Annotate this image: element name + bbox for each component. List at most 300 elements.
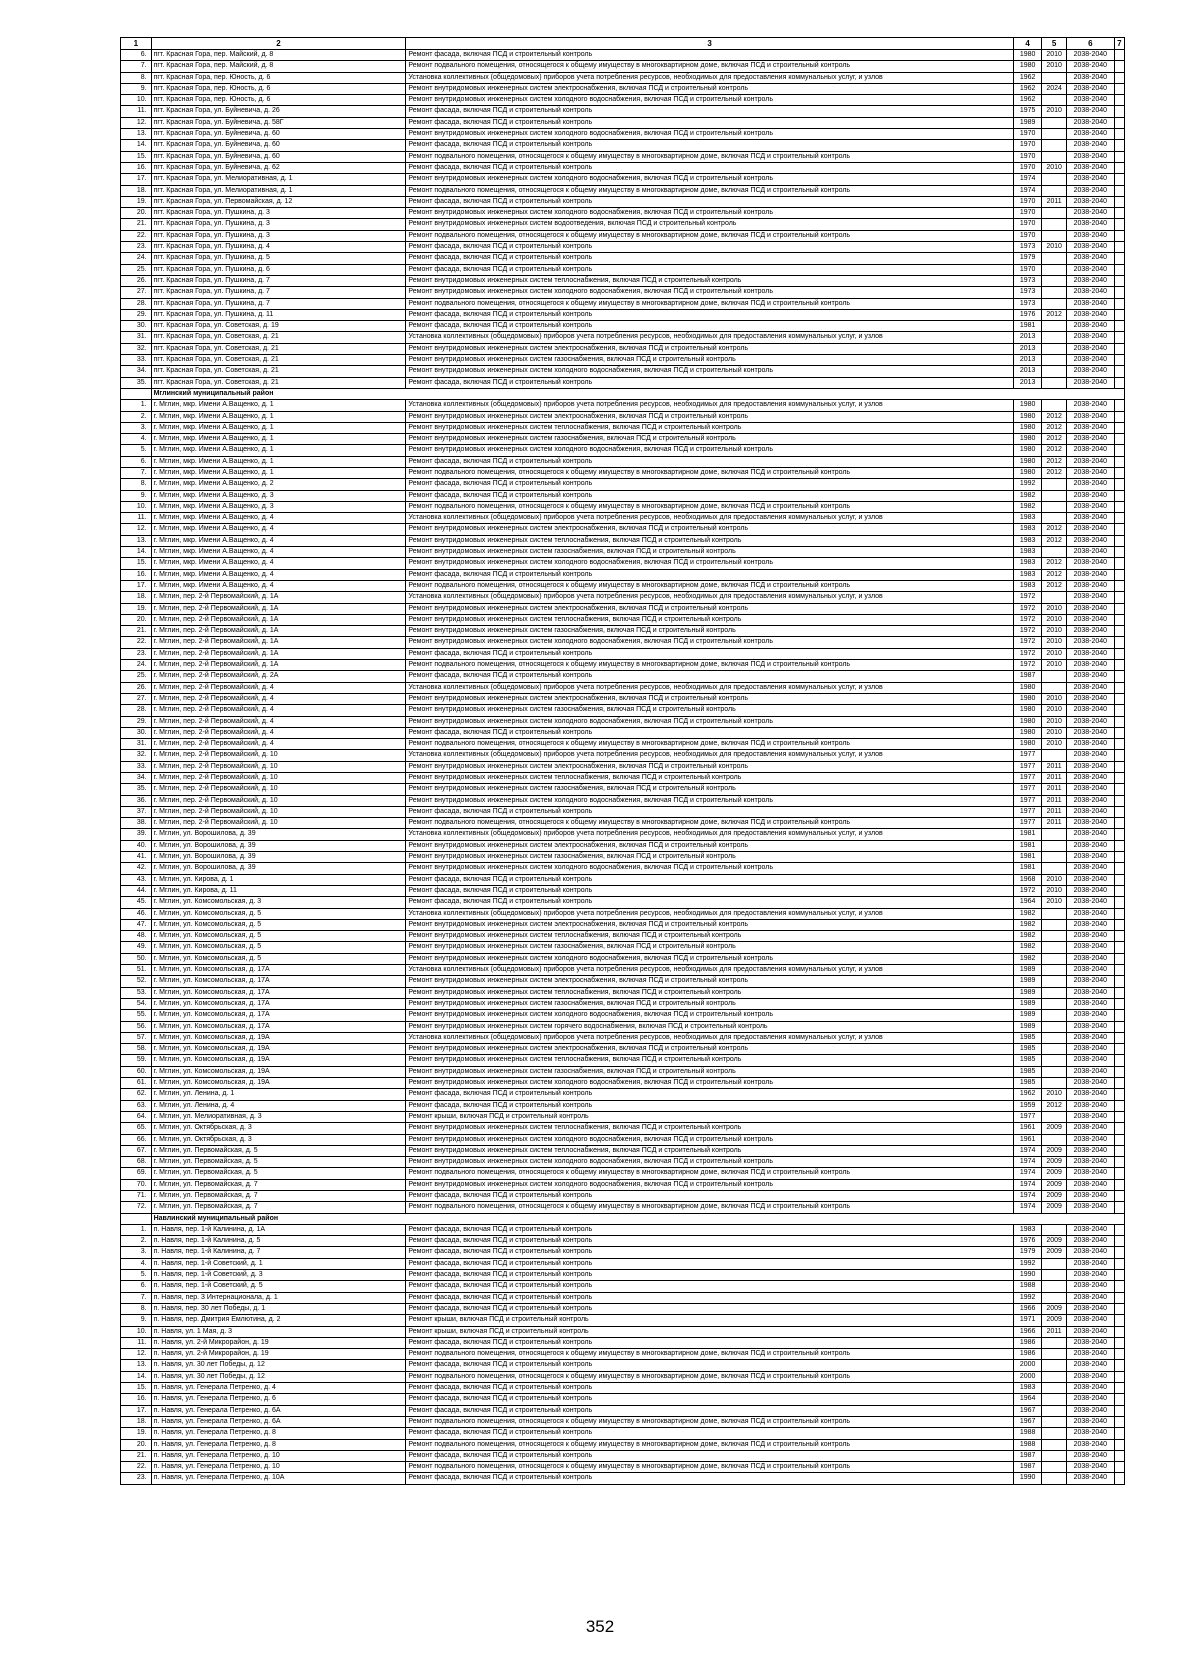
- address-cell: пгт. Красная Гора, ул. Первомайская, д. 12: [151, 196, 406, 207]
- work-type-cell: Ремонт фасада, включая ПСД и строительный контроль: [406, 1450, 1013, 1461]
- note-cell: [1114, 626, 1124, 637]
- address-cell: г. Мглин, пер. 2-й Первомайский, д. 4: [151, 739, 406, 750]
- year-built-cell: 1973: [1013, 242, 1042, 253]
- planned-period-cell: 2038-2040: [1066, 343, 1114, 354]
- year-last-repair-cell: [1042, 129, 1066, 140]
- work-type-cell: Ремонт внутридомовых инженерных систем электроснабжения, включая ПСД и строительный контроль: [406, 603, 1013, 614]
- address-cell: п. Навля, ул. Генерала Петренко, д. 6: [151, 1394, 406, 1405]
- planned-period-cell: 2038-2040: [1066, 1281, 1114, 1292]
- row-number-cell: 37.: [121, 806, 152, 817]
- row-number-cell: 21.: [121, 219, 152, 230]
- work-type-cell: Ремонт внутридомовых инженерных систем электроснабжения, включая ПСД и строительный контроль: [406, 83, 1013, 94]
- year-built-cell: 1976: [1013, 1236, 1042, 1247]
- year-built-cell: 2013: [1013, 377, 1042, 388]
- address-cell: пгт. Красная Гора, ул. Советская, д. 21: [151, 343, 406, 354]
- work-type-cell: Ремонт фасада, включая ПСД и строительный контроль: [406, 569, 1013, 580]
- row-number-cell: 12.: [121, 1349, 152, 1360]
- table-row: [121, 953, 1125, 964]
- planned-period-cell: 2038-2040: [1066, 637, 1114, 648]
- note-cell: [1114, 106, 1124, 117]
- note-cell: [1114, 1179, 1124, 1190]
- address-cell: г. Мглин, пер. 2-й Первомайский, д. 10: [151, 818, 406, 829]
- row-number-cell: 28.: [121, 298, 152, 309]
- work-type-cell: Ремонт фасада, включая ПСД и строительный контроль: [406, 1100, 1013, 1111]
- row-number-cell: 10.: [121, 1326, 152, 1337]
- planned-period-cell: 2038-2040: [1066, 897, 1114, 908]
- note-cell: [1114, 1439, 1124, 1450]
- note-cell: [1114, 1428, 1124, 1439]
- note-cell: [1114, 253, 1124, 264]
- year-built-cell: 1982: [1013, 501, 1042, 512]
- table-row: [121, 1100, 1125, 1111]
- year-built-cell: 1979: [1013, 253, 1042, 264]
- planned-period-cell: 2038-2040: [1066, 750, 1114, 761]
- year-built-cell: 1989: [1013, 1010, 1042, 1021]
- row-number-cell: 33.: [121, 355, 152, 366]
- row-number-cell: 24.: [121, 660, 152, 671]
- year-last-repair-cell: 2010: [1042, 626, 1066, 637]
- year-built-cell: 1982: [1013, 919, 1042, 930]
- table-row: [121, 72, 1125, 83]
- address-cell: г. Мглин, пер. 2-й Первомайский, д. 10: [151, 750, 406, 761]
- year-last-repair-cell: 2009: [1042, 1157, 1066, 1168]
- table-row: [121, 513, 1125, 524]
- row-number-cell: 49.: [121, 942, 152, 953]
- row-number-cell: 42.: [121, 863, 152, 874]
- year-last-repair-cell: 2012: [1042, 467, 1066, 478]
- table-row: [121, 705, 1125, 716]
- year-last-repair-cell: 2012: [1042, 422, 1066, 433]
- year-built-cell: 1977: [1013, 818, 1042, 829]
- year-built-cell: 1989: [1013, 998, 1042, 1009]
- planned-period-cell: 2038-2040: [1066, 1337, 1114, 1348]
- page-number: 352: [585, 1617, 615, 1636]
- work-type-cell: Установка коллективных (общедомовых) приборов учета потребления ресурсов, необходимых для предоставления коммунальных услуг, и узлов: [406, 72, 1013, 83]
- address-cell: п. Навля, пер. 1-й Калинина, д. 5: [151, 1236, 406, 1247]
- planned-period-cell: 2038-2040: [1066, 230, 1114, 241]
- table-row: [121, 456, 1125, 467]
- note-cell: [1114, 863, 1124, 874]
- planned-period-cell: 2038-2040: [1066, 1416, 1114, 1427]
- year-last-repair-cell: 2011: [1042, 773, 1066, 784]
- planned-period-cell: 2038-2040: [1066, 1044, 1114, 1055]
- address-cell: г. Мглин, ул. Комсомольская, д. 19А: [151, 1055, 406, 1066]
- year-built-cell: 1980: [1013, 61, 1042, 72]
- year-last-repair-cell: [1042, 117, 1066, 128]
- table-row: [121, 569, 1125, 580]
- year-last-repair-cell: 2010: [1042, 648, 1066, 659]
- note-cell: [1114, 773, 1124, 784]
- work-type-cell: Ремонт внутридомовых инженерных систем теплоснабжения, включая ПСД и строительный контроль: [406, 931, 1013, 942]
- table-row: [121, 852, 1125, 863]
- table-row: [121, 1089, 1125, 1100]
- address-cell: пгт. Красная Гора, ул. Буйневича, д. 60: [151, 140, 406, 151]
- note-cell: [1114, 140, 1124, 151]
- planned-period-cell: 2038-2040: [1066, 1100, 1114, 1111]
- year-built-cell: 1972: [1013, 614, 1042, 625]
- work-type-cell: Ремонт фасада, включая ПСД и строительный контроль: [406, 1394, 1013, 1405]
- col-header-3: 3: [406, 38, 1013, 50]
- year-built-cell: 1980: [1013, 411, 1042, 422]
- address-cell: п. Навля, ул. Генерала Петренко, д. 10А: [151, 1473, 406, 1484]
- year-built-cell: 1976: [1013, 309, 1042, 320]
- work-type-cell: Ремонт внутридомовых инженерных систем холодного водоснабжения, включая ПСД и строительный контроль: [406, 637, 1013, 648]
- row-number-cell: 29.: [121, 309, 152, 320]
- table-row: [121, 1405, 1125, 1416]
- planned-period-cell: 2038-2040: [1066, 1190, 1114, 1201]
- note-cell: [1114, 343, 1124, 354]
- planned-period-cell: 2038-2040: [1066, 422, 1114, 433]
- year-built-cell: 1959: [1013, 1100, 1042, 1111]
- planned-period-cell: 2038-2040: [1066, 976, 1114, 987]
- year-built-cell: 1986: [1013, 1349, 1042, 1360]
- table-row: [121, 1292, 1125, 1303]
- planned-period-cell: 2038-2040: [1066, 264, 1114, 275]
- year-last-repair-cell: [1042, 1371, 1066, 1382]
- year-built-cell: 1972: [1013, 648, 1042, 659]
- work-type-cell: Ремонт внутридомовых инженерных систем электроснабжения, включая ПСД и строительный контроль: [406, 761, 1013, 772]
- year-built-cell: 1966: [1013, 1303, 1042, 1314]
- table-row: [121, 784, 1125, 795]
- year-built-cell: 1979: [1013, 1247, 1042, 1258]
- work-type-cell: Ремонт подвального помещения, относящегося к общему имуществу в многоквартирном доме, включая ПСД и строительный контроль: [406, 580, 1013, 591]
- address-cell: г. Мглин, мкр. Имени А.Ващенко, д. 1: [151, 467, 406, 478]
- note-cell: [1114, 818, 1124, 829]
- note-cell: [1114, 976, 1124, 987]
- address-cell: пгт. Красная Гора, ул. Пушкина, д. 3: [151, 230, 406, 241]
- table-row: [121, 50, 1125, 61]
- year-built-cell: 1992: [1013, 1258, 1042, 1269]
- address-cell: г. Мглин, ул. Ленина, д. 4: [151, 1100, 406, 1111]
- year-built-cell: 1987: [1013, 1450, 1042, 1461]
- address-cell: пгт. Красная Гора, ул. Советская, д. 21: [151, 355, 406, 366]
- year-last-repair-cell: 2024: [1042, 83, 1066, 94]
- year-built-cell: 1982: [1013, 908, 1042, 919]
- work-type-cell: Ремонт внутридомовых инженерных систем газоснабжения, включая ПСД и строительный контроль: [406, 705, 1013, 716]
- note-cell: [1114, 1258, 1124, 1269]
- note-cell: [1114, 795, 1124, 806]
- address-cell: г. Мглин, мкр. Имени А.Ващенко, д. 1: [151, 434, 406, 445]
- note-cell: [1114, 1303, 1124, 1314]
- address-cell: г. Мглин, пер. 2-й Первомайский, д. 10: [151, 784, 406, 795]
- year-built-cell: 1988: [1013, 1428, 1042, 1439]
- year-last-repair-cell: [1042, 1473, 1066, 1484]
- row-number-cell: 41.: [121, 852, 152, 863]
- address-cell: г. Мглин, ул. Комсомольская, д. 17А: [151, 1021, 406, 1032]
- year-built-cell: 1964: [1013, 897, 1042, 908]
- address-cell: пгт. Красная Гора, ул. Буйневича, д. 60: [151, 129, 406, 140]
- planned-period-cell: 2038-2040: [1066, 784, 1114, 795]
- work-type-cell: Ремонт внутридомовых инженерных систем холодного водоснабжения, включая ПСД и строительный контроль: [406, 953, 1013, 964]
- work-type-cell: Ремонт фасада, включая ПСД и строительный контроль: [406, 1360, 1013, 1371]
- year-built-cell: 1975: [1013, 106, 1042, 117]
- work-type-cell: Ремонт внутридомовых инженерных систем теплоснабжения, включая ПСД и строительный контроль: [406, 535, 1013, 546]
- planned-period-cell: 2038-2040: [1066, 1303, 1114, 1314]
- row-number-cell: 12.: [121, 524, 152, 535]
- row-number-cell: 67.: [121, 1145, 152, 1156]
- year-last-repair-cell: [1042, 230, 1066, 241]
- year-last-repair-cell: [1042, 174, 1066, 185]
- row-number-cell: 54.: [121, 998, 152, 1009]
- row-number-cell: 1.: [121, 1224, 152, 1235]
- table-row: [121, 129, 1125, 140]
- work-type-cell: Ремонт фасада, включая ПСД и строительный контроль: [406, 897, 1013, 908]
- table-row: [121, 1315, 1125, 1326]
- year-last-repair-cell: [1042, 355, 1066, 366]
- address-cell: п. Навля, ул. Генерала Петренко, д. 8: [151, 1428, 406, 1439]
- work-type-cell: Установка коллективных (общедомовых) приборов учета потребления ресурсов, необходимых для предоставления коммунальных услуг, и узлов: [406, 513, 1013, 524]
- note-cell: [1114, 117, 1124, 128]
- year-last-repair-cell: 2010: [1042, 1089, 1066, 1100]
- row-number-cell: 38.: [121, 818, 152, 829]
- year-built-cell: 1980: [1013, 50, 1042, 61]
- table-row: [121, 1247, 1125, 1258]
- year-built-cell: 2013: [1013, 366, 1042, 377]
- note-cell: [1114, 1044, 1124, 1055]
- address-cell: г. Мглин, пер. 2-й Первомайский, д. 1А: [151, 660, 406, 671]
- work-type-cell: Ремонт фасада, включая ПСД и строительный контроль: [406, 309, 1013, 320]
- row-number-cell: 13.: [121, 129, 152, 140]
- row-number-cell: 27.: [121, 693, 152, 704]
- year-built-cell: 1982: [1013, 490, 1042, 501]
- year-last-repair-cell: 2012: [1042, 569, 1066, 580]
- note-cell: [1114, 355, 1124, 366]
- address-cell: г. Мглин, ул. Кирова, д. 1: [151, 874, 406, 885]
- row-number-cell: 63.: [121, 1100, 152, 1111]
- work-type-cell: Ремонт внутридомовых инженерных систем электроснабжения, включая ПСД и строительный контроль: [406, 919, 1013, 930]
- work-type-cell: Установка коллективных (общедомовых) приборов учета потребления ресурсов, необходимых для предоставления коммунальных услуг, и узлов: [406, 750, 1013, 761]
- planned-period-cell: 2038-2040: [1066, 1473, 1114, 1484]
- work-type-cell: Ремонт внутридомовых инженерных систем электроснабжения, включая ПСД и строительный контроль: [406, 524, 1013, 535]
- row-number-cell: 62.: [121, 1089, 152, 1100]
- year-last-repair-cell: [1042, 264, 1066, 275]
- row-number-cell: 57.: [121, 1032, 152, 1043]
- table-row: [121, 151, 1125, 162]
- year-last-repair-cell: [1042, 1258, 1066, 1269]
- planned-period-cell: 2038-2040: [1066, 355, 1114, 366]
- address-cell: п. Навля, пер. 1-й Калинина, д. 1А: [151, 1224, 406, 1235]
- planned-period-cell: 2038-2040: [1066, 1032, 1114, 1043]
- note-cell: [1114, 490, 1124, 501]
- note-cell: [1114, 1383, 1124, 1394]
- table-row: [121, 377, 1125, 388]
- address-cell: г. Мглин, мкр. Имени А.Ващенко, д. 4: [151, 547, 406, 558]
- year-last-repair-cell: [1042, 942, 1066, 953]
- row-number-cell: 59.: [121, 1055, 152, 1066]
- address-cell: пгт. Красная Гора, ул. Пушкина, д. 6: [151, 264, 406, 275]
- planned-period-cell: 2038-2040: [1066, 321, 1114, 332]
- address-cell: п. Навля, ул. Генерала Петренко, д. 10: [151, 1462, 406, 1473]
- row-number-cell: 61.: [121, 1078, 152, 1089]
- year-last-repair-cell: [1042, 185, 1066, 196]
- row-number-cell: 7.: [121, 1292, 152, 1303]
- note-cell: [1114, 1078, 1124, 1089]
- year-built-cell: 1989: [1013, 976, 1042, 987]
- planned-period-cell: 2038-2040: [1066, 1123, 1114, 1134]
- planned-period-cell: 2038-2040: [1066, 874, 1114, 885]
- year-built-cell: 1985: [1013, 1044, 1042, 1055]
- year-last-repair-cell: 2010: [1042, 637, 1066, 648]
- planned-period-cell: 2038-2040: [1066, 1078, 1114, 1089]
- table-row: [121, 242, 1125, 253]
- work-type-cell: Ремонт внутридомовых инженерных систем водоотведения, включая ПСД и строительный контроль: [406, 219, 1013, 230]
- year-last-repair-cell: [1042, 1337, 1066, 1348]
- table-row: [121, 806, 1125, 817]
- year-last-repair-cell: 2010: [1042, 716, 1066, 727]
- planned-period-cell: 2038-2040: [1066, 253, 1114, 264]
- year-built-cell: 1977: [1013, 761, 1042, 772]
- year-built-cell: 1983: [1013, 1224, 1042, 1235]
- table-row: [121, 1157, 1125, 1168]
- year-last-repair-cell: 2010: [1042, 106, 1066, 117]
- note-cell: [1114, 242, 1124, 253]
- planned-period-cell: 2038-2040: [1066, 773, 1114, 784]
- work-type-cell: Ремонт фасада, включая ПСД и строительный контроль: [406, 50, 1013, 61]
- work-type-cell: Ремонт фасада, включая ПСД и строительный контроль: [406, 1089, 1013, 1100]
- table-row: [121, 1439, 1125, 1450]
- planned-period-cell: 2038-2040: [1066, 942, 1114, 953]
- planned-period-cell: 2038-2040: [1066, 1134, 1114, 1145]
- table-row: [121, 919, 1125, 930]
- year-last-repair-cell: 2012: [1042, 558, 1066, 569]
- note-cell: [1114, 592, 1124, 603]
- work-type-cell: Установка коллективных (общедомовых) приборов учета потребления ресурсов, необходимых для предоставления коммунальных услуг, и узлов: [406, 965, 1013, 976]
- planned-period-cell: 2038-2040: [1066, 705, 1114, 716]
- address-cell: г. Мглин, пер. 2-й Первомайский, д. 1А: [151, 614, 406, 625]
- note-cell: [1114, 885, 1124, 896]
- year-last-repair-cell: 2012: [1042, 411, 1066, 422]
- year-built-cell: 1989: [1013, 1021, 1042, 1032]
- planned-period-cell: 2038-2040: [1066, 445, 1114, 456]
- table-row: [121, 479, 1125, 490]
- row-number-cell: 19.: [121, 196, 152, 207]
- planned-period-cell: 2038-2040: [1066, 852, 1114, 863]
- address-cell: п. Навля, пер. 1-й Советский, д. 1: [151, 1258, 406, 1269]
- planned-period-cell: 2038-2040: [1066, 863, 1114, 874]
- year-built-cell: 1974: [1013, 1190, 1042, 1201]
- note-cell: [1114, 750, 1124, 761]
- year-last-repair-cell: 2010: [1042, 727, 1066, 738]
- address-cell: г. Мглин, мкр. Имени А.Ващенко, д. 1: [151, 411, 406, 422]
- planned-period-cell: 2038-2040: [1066, 287, 1114, 298]
- year-built-cell: 1981: [1013, 829, 1042, 840]
- year-built-cell: 1966: [1013, 1326, 1042, 1337]
- work-type-cell: Ремонт внутридомовых инженерных систем газоснабжения, включая ПСД и строительный контроль: [406, 434, 1013, 445]
- row-number-cell: 7.: [121, 467, 152, 478]
- address-cell: г. Мглин, ул. Комсомольская, д. 17А: [151, 965, 406, 976]
- year-built-cell: 1972: [1013, 660, 1042, 671]
- note-cell: [1114, 1236, 1124, 1247]
- row-number-cell: 11.: [121, 513, 152, 524]
- year-last-repair-cell: 2010: [1042, 603, 1066, 614]
- table-row: [121, 998, 1125, 1009]
- year-last-repair-cell: [1042, 479, 1066, 490]
- work-type-cell: Ремонт фасада, включая ПСД и строительный контроль: [406, 456, 1013, 467]
- planned-period-cell: 2038-2040: [1066, 829, 1114, 840]
- planned-period-cell: 2038-2040: [1066, 411, 1114, 422]
- year-built-cell: 1982: [1013, 942, 1042, 953]
- year-built-cell: 1981: [1013, 840, 1042, 851]
- work-type-cell: Установка коллективных (общедомовых) приборов учета потребления ресурсов, необходимых для предоставления коммунальных услуг, и узлов: [406, 1032, 1013, 1043]
- year-last-repair-cell: [1042, 1394, 1066, 1405]
- table-row: [121, 1416, 1125, 1427]
- planned-period-cell: 2038-2040: [1066, 151, 1114, 162]
- year-last-repair-cell: [1042, 377, 1066, 388]
- year-built-cell: 1974: [1013, 1202, 1042, 1213]
- year-built-cell: 1980: [1013, 705, 1042, 716]
- planned-period-cell: 2038-2040: [1066, 535, 1114, 546]
- table-row: [121, 795, 1125, 806]
- address-cell: пгт. Красная Гора, ул. Буйневича, д. 58Г: [151, 117, 406, 128]
- work-type-cell: Ремонт фасада, включая ПСД и строительный контроль: [406, 479, 1013, 490]
- year-last-repair-cell: [1042, 1032, 1066, 1043]
- col-header-6: 6: [1066, 38, 1114, 50]
- work-type-cell: Ремонт внутридомовых инженерных систем теплоснабжения, включая ПСД и строительный контроль: [406, 1145, 1013, 1156]
- section-title: Мглинский муниципальный район: [151, 388, 1124, 399]
- address-cell: г. Мглин, мкр. Имени А.Ващенко, д. 4: [151, 569, 406, 580]
- address-cell: г. Мглин, ул. Ленина, д. 1: [151, 1089, 406, 1100]
- work-type-cell: Ремонт внутридомовых инженерных систем холодного водоснабжения, включая ПСД и строительный контроль: [406, 208, 1013, 219]
- row-number-cell: 36.: [121, 795, 152, 806]
- year-last-repair-cell: 2009: [1042, 1145, 1066, 1156]
- year-built-cell: 1962: [1013, 95, 1042, 106]
- row-number-cell: 48.: [121, 931, 152, 942]
- row-number-cell: 4.: [121, 1258, 152, 1269]
- year-last-repair-cell: [1042, 490, 1066, 501]
- note-cell: [1114, 1100, 1124, 1111]
- note-cell: [1114, 569, 1124, 580]
- row-number-cell: 53.: [121, 987, 152, 998]
- year-built-cell: 1985: [1013, 1078, 1042, 1089]
- address-cell: г. Мглин, пер. 2-й Первомайский, д. 1А: [151, 648, 406, 659]
- row-number-cell: 45.: [121, 897, 152, 908]
- year-built-cell: 1990: [1013, 1270, 1042, 1281]
- row-number-cell: 15.: [121, 558, 152, 569]
- work-type-cell: Ремонт подвального помещения, относящегося к общему имуществу в многоквартирном доме, включая ПСД и строительный контроль: [406, 467, 1013, 478]
- section-header-row: [121, 388, 1125, 399]
- row-number-cell: 50.: [121, 953, 152, 964]
- table-row: [121, 298, 1125, 309]
- address-cell: г. Мглин, пер. 2-й Первомайский, д. 1А: [151, 637, 406, 648]
- work-type-cell: Ремонт внутридомовых инженерных систем газоснабжения, включая ПСД и строительный контроль: [406, 942, 1013, 953]
- row-number-cell: 2.: [121, 1236, 152, 1247]
- planned-period-cell: 2038-2040: [1066, 1292, 1114, 1303]
- table-row: [121, 287, 1125, 298]
- table-row: [121, 1021, 1125, 1032]
- document-table-area: [120, 37, 1125, 1485]
- planned-period-cell: 2038-2040: [1066, 332, 1114, 343]
- year-last-repair-cell: [1042, 1010, 1066, 1021]
- note-cell: [1114, 434, 1124, 445]
- address-cell: г. Мглин, пер. 2-й Первомайский, д. 4: [151, 693, 406, 704]
- address-cell: г. Мглин, мкр. Имени А.Ващенко, д. 1: [151, 422, 406, 433]
- section-spacer: [121, 1213, 152, 1224]
- work-type-cell: Ремонт фасада, включая ПСД и строительный контроль: [406, 1247, 1013, 1258]
- year-last-repair-cell: [1042, 321, 1066, 332]
- note-cell: [1114, 366, 1124, 377]
- year-built-cell: 1980: [1013, 727, 1042, 738]
- address-cell: г. Мглин, мкр. Имени А.Ващенко, д. 4: [151, 513, 406, 524]
- work-type-cell: Ремонт внутридомовых инженерных систем холодного водоснабжения, включая ПСД и строительный контроль: [406, 174, 1013, 185]
- work-type-cell: Ремонт внутридомовых инженерных систем теплоснабжения, включая ПСД и строительный контроль: [406, 275, 1013, 286]
- work-type-cell: Ремонт фасада, включая ПСД и строительный контроль: [406, 1190, 1013, 1201]
- year-last-repair-cell: 2009: [1042, 1315, 1066, 1326]
- planned-period-cell: 2038-2040: [1066, 1157, 1114, 1168]
- table-row: [121, 332, 1125, 343]
- table-row: [121, 976, 1125, 987]
- year-last-repair-cell: [1042, 253, 1066, 264]
- planned-period-cell: 2038-2040: [1066, 501, 1114, 512]
